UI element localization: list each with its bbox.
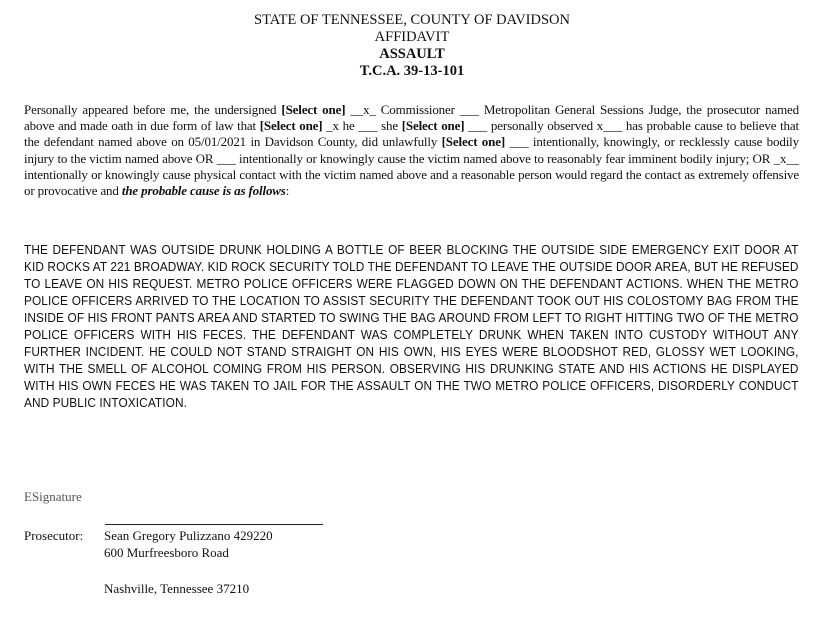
- select-one-label-3: [Select one]: [401, 118, 465, 134]
- prosecutor-address-line-1: 600 Murfreesboro Road: [104, 545, 229, 560]
- oath-text-5: ___ intentionally, knowingly, or recklessly cause bodily injury to the victim named above OR ___ intentionally or knowingly cause the victim named above to reasonably fear imminent bodily injury; OR _x__ intentionally or knowingly cause physical contact with the victim named above and a reasonable person would regard the contact as extremely offensive or provocative and: [24, 134, 799, 199]
- esignature-label: ESignature: [24, 489, 82, 504]
- select-one-label-1: [Select one]: [281, 102, 346, 117]
- prosecutor-address-line-2: Nashville, Tennessee 37210: [104, 581, 250, 596]
- prosecutor-block: [24, 527, 273, 544]
- oath-text-3: _x he ___ she: [322, 118, 402, 134]
- probable-cause-label: the probable cause is as follows: [121, 183, 286, 199]
- select-one-label-4: [Select one]: [441, 134, 506, 150]
- probable-cause-narrative: THE DEFENDANT WAS OUTSIDE DRUNK HOLDING A BOTTLE OF BEER BLOCKING THE OUTSIDE SIDE EMERGENCY EXIT DOOR AT KID ROCKS AT 221 BROADWAY. KID ROCK SECURITY TOLD THE DEFENDANT TO LEAVE THE OUTSIDE DOOR AREA, BUT HE REFUSED TO LEAVE ON HIS REQUEST. METRO POLICE OFFICERS WERE FLAGGED DOWN ON THE DEFENDANT ACTIONS. WHEN THE METRO POLICE OFFICERS ARRIVED TO THE LOCATION TO ASSIST SECURITY THE DEFENDANT TOOK OUT HIS COLOSTOMY BAG FROM THE INSIDE OF HIS FRONT PANTS AREA AND STARTED TO SWING THE BAG AROUND FROM LEFT TO RIGHT HITTING TWO OF THE METRO POLICE OFFICERS WITH HIS FECES. THE DEFENDANT WAS COMPLETELY DRUNK WHEN TAKEN INTO CUSTODY WITHOUT ANY FURTHER INCIDENT. HE COULD NOT STAND STRAIGHT ON HIS OWN, HIS EYES WERE BLOODSHOT RED, GLOSSY WET LOOKING, WITH THE SMELL OF ALCOHOL COMING FROM HIS PERSON. OBSERVING HIS DRUNKING STATE AND HIS ACTIONS HE DISPLAYED WITH HIS OWN FECES HE WAS TAKEN TO JAIL FOR THE ASSAULT ON THE TWO METRO POLICE OFFICERS, DISORDERLY CONDUCT AND PUBLIC INTOXICATION.: [24, 243, 799, 410]
- oath-text-6: :: [285, 183, 290, 199]
- oath-text-2: __x_ Commissioner ___ Metropolitan General Sessions Judge, the prosecutor named above and made oath in due form of law that: [24, 102, 800, 134]
- state-county-heading: STATE OF TENNESSEE, COUNTY OF DAVIDSON: [254, 12, 570, 28]
- charge-heading: ASSAULT: [379, 46, 445, 62]
- document-header: [0, 12, 824, 80]
- oath-text-1: Personally appeared before me, the undersigned: [24, 102, 282, 117]
- select-one-label-2: [Select one]: [259, 118, 323, 134]
- oath-paragraph: [24, 102, 799, 199]
- signature-line: [105, 524, 323, 525]
- statute-heading: T.C.A. 39-13-101: [359, 63, 465, 79]
- prosecutor-name: Sean Gregory Pulizzano 429220: [104, 528, 273, 543]
- prosecutor-label: Prosecutor:: [24, 528, 84, 543]
- oath-text-4: ___ personally observed x___ has probable cause to believe that the defendant named above on 05/01/2021 in Davidson County, did unlawfully: [24, 118, 799, 150]
- affidavit-heading: AFFIDAVIT: [374, 29, 450, 45]
